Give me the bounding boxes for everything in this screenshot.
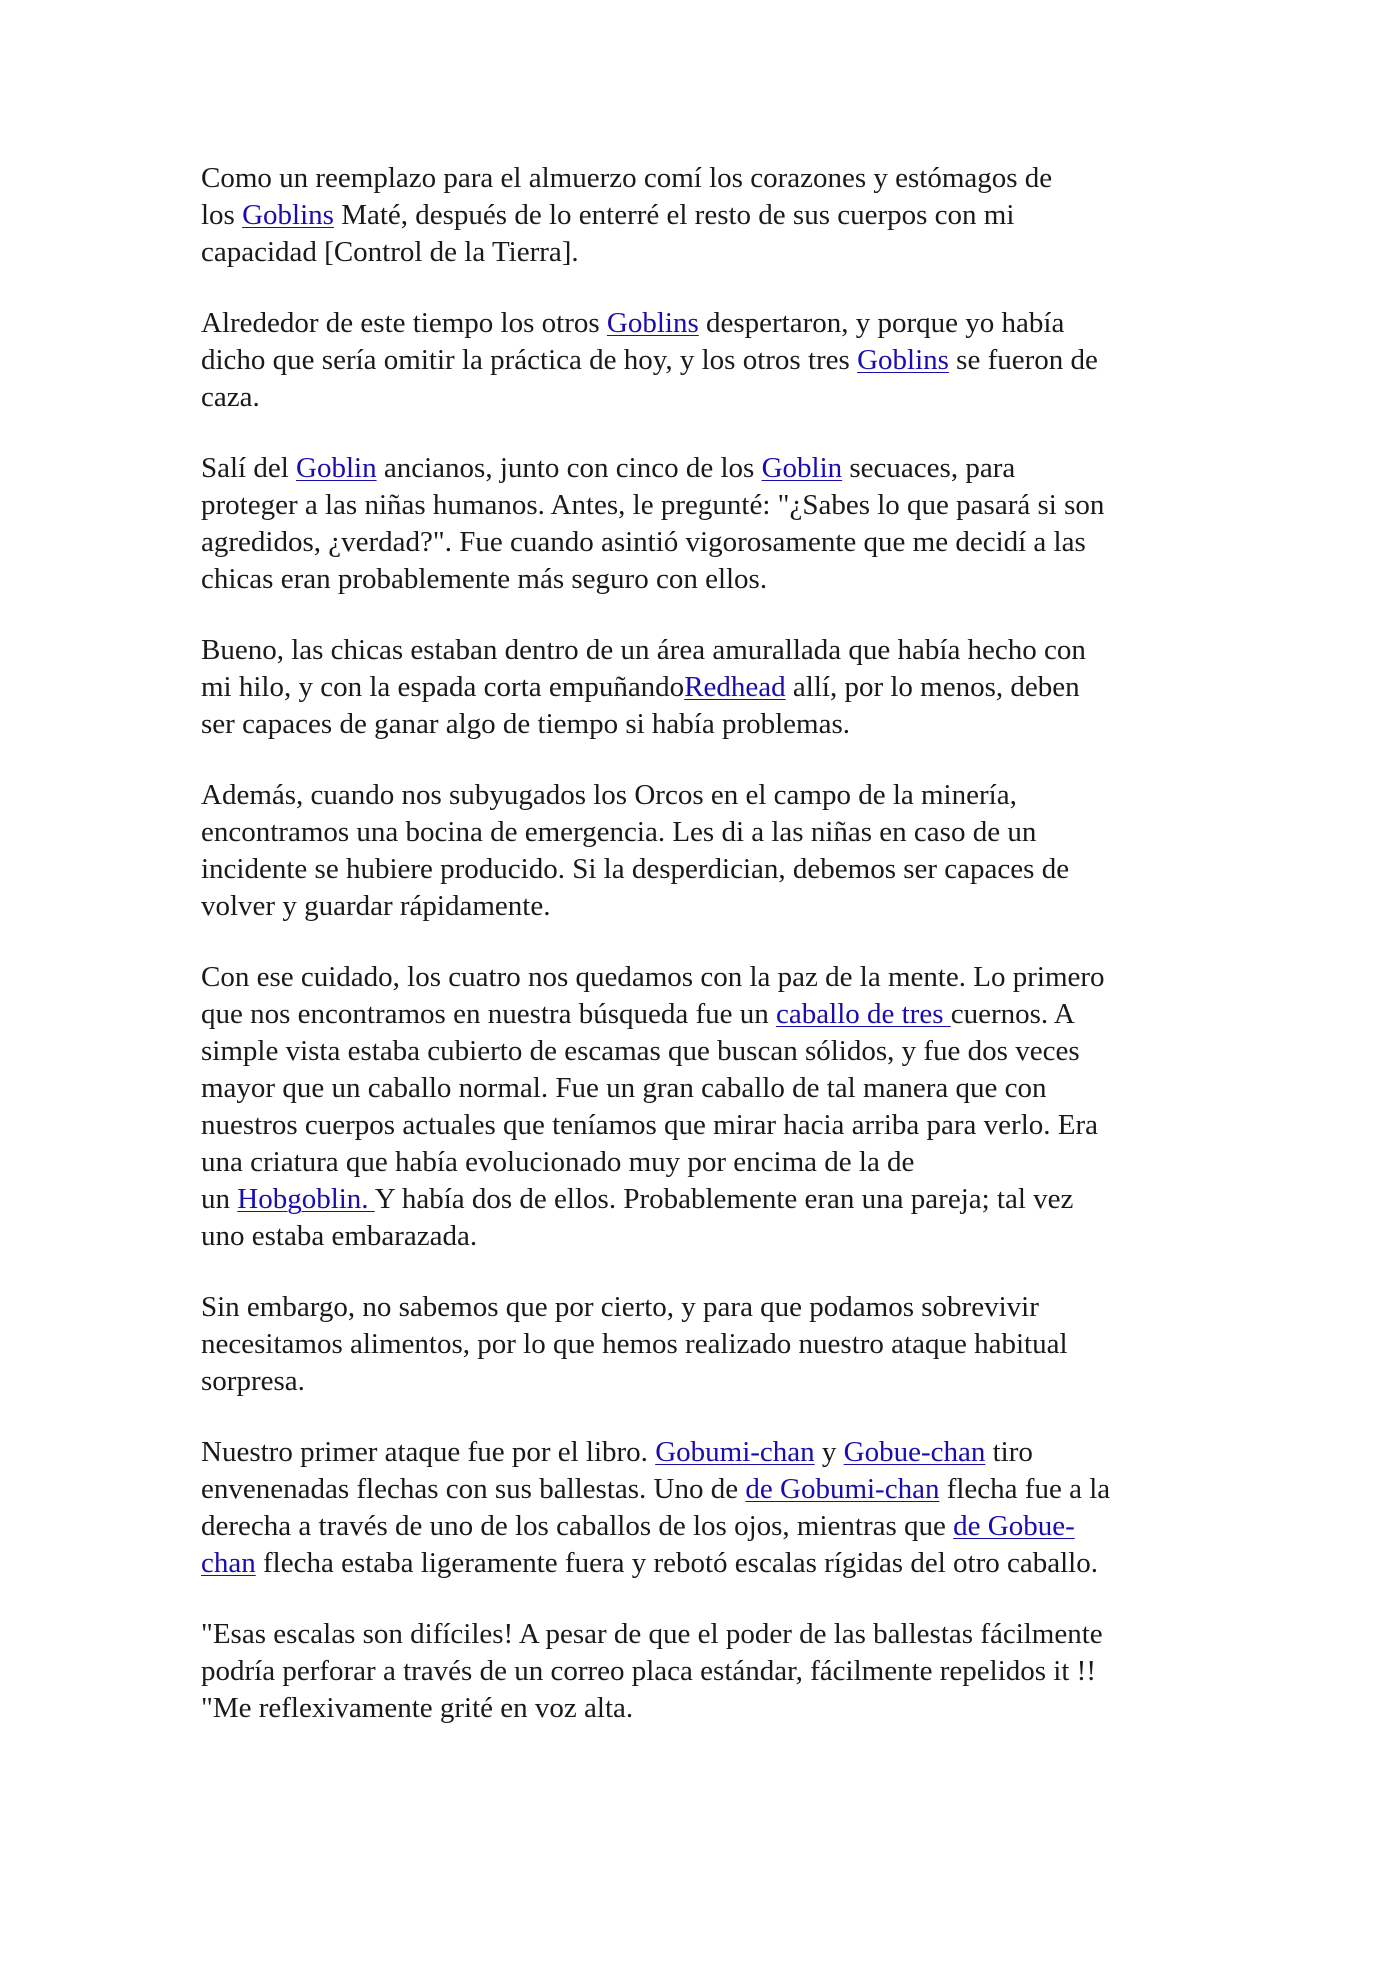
- inline-link[interactable]: chan: [201, 1547, 256, 1579]
- text-run: los: [201, 199, 243, 231]
- inline-link[interactable]: Goblin: [296, 452, 377, 484]
- text-run: Maté, después de lo enterré el resto de sus cuerpos con mi: [333, 199, 1015, 231]
- text-run: chicas eran probablemente más seguro con ellos.: [201, 563, 768, 595]
- inline-link[interactable]: Gobue-chan: [843, 1436, 986, 1468]
- text-run: Con ese cuidado, los cuatro nos quedamos con la paz de la mente. Lo primero: [201, 961, 1105, 993]
- text-run: flecha fue a la: [939, 1473, 1111, 1505]
- text-run: proteger a las niñas humanos. Antes, le pregunté: "¿Sabes lo que pasará si son: [201, 489, 1105, 521]
- text-run: flecha estaba ligeramente fuera y rebotó escalas rígidas del otro caballo.: [255, 1547, 1098, 1579]
- paragraph: [201, 1616, 1211, 1727]
- inline-link[interactable]: Goblins: [606, 307, 699, 339]
- inline-link[interactable]: Redhead: [684, 671, 786, 703]
- text-run: secuaces, para: [842, 452, 1016, 484]
- document-page: [201, 160, 1211, 1761]
- text-run: mayor que un caballo normal. Fue un gran caballo de tal manera que con: [201, 1072, 1047, 1104]
- paragraph: [201, 160, 1211, 271]
- text-run: caza.: [201, 381, 260, 413]
- text-run: Bueno, las chicas estaban dentro de un área amurallada que había hecho con: [201, 634, 1086, 666]
- text-run: se fueron de: [948, 344, 1098, 376]
- text-run: volver y guardar rápidamente.: [201, 890, 551, 922]
- text-run: derecha a través de uno de los caballos de los ojos, mientras que: [201, 1510, 954, 1542]
- text-run: despertaron, y porque yo había: [698, 307, 1065, 339]
- inline-link[interactable]: de Gobumi-chan: [745, 1473, 940, 1505]
- text-run: que nos encontramos en nuestra búsqueda fue un: [201, 998, 777, 1030]
- inline-link[interactable]: Goblins: [857, 344, 949, 376]
- inline-link[interactable]: Goblins: [242, 199, 334, 231]
- inline-link[interactable]: Gobumi-chan: [655, 1436, 815, 1468]
- text-run: incidente se hubiere producido. Si la desperdician, debemos ser capaces de: [201, 853, 1070, 885]
- inline-link[interactable]: Goblin: [761, 452, 843, 484]
- text-run: Nuestro primer ataque fue por el libro.: [201, 1436, 656, 1468]
- paragraph: [201, 305, 1211, 416]
- text-run: allí, por lo menos, deben: [785, 671, 1080, 703]
- inline-link[interactable]: caballo de tres: [776, 998, 951, 1030]
- paragraph: [201, 632, 1211, 743]
- text-run: capacidad [Control de la Tierra].: [201, 236, 579, 268]
- text-run: agredidos, ¿verdad?". Fue cuando asintió vigorosamente que me decidí a las: [201, 526, 1086, 558]
- inline-link[interactable]: Hobgoblin.: [237, 1183, 375, 1215]
- text-run: uno estaba embarazada.: [201, 1220, 478, 1252]
- text-run: Alrededor de este tiempo los otros: [201, 307, 607, 339]
- paragraph: [201, 1434, 1211, 1582]
- text-run: ancianos, junto con cinco de los: [376, 452, 762, 484]
- inline-link[interactable]: de Gobue-: [953, 1510, 1075, 1542]
- text-run: Sin embargo, no sabemos que por cierto, y para que podamos sobrevivir: [201, 1291, 1039, 1323]
- paragraph: [201, 777, 1211, 925]
- paragraph: [201, 1289, 1211, 1400]
- text-run: necesitamos alimentos, por lo que hemos realizado nuestro ataque habitual: [201, 1328, 1068, 1360]
- text-run: tiro: [985, 1436, 1033, 1468]
- text-run: una criatura que había evolucionado muy por encima de la de: [201, 1146, 915, 1178]
- text-run: podría perforar a través de un correo placa estándar, fácilmente repelidos it !!: [201, 1655, 1096, 1687]
- text-run: "Esas escalas son difíciles! A pesar de que el poder de las ballestas fácilmente: [201, 1618, 1103, 1650]
- text-run: nuestros cuerpos actuales que teníamos que mirar hacia arriba para verlo. Era: [201, 1109, 1098, 1141]
- text-run: envenenadas flechas con sus ballestas. Uno de: [201, 1473, 746, 1505]
- text-run: mi hilo, y con la espada corta empuñando: [201, 671, 685, 703]
- text-run: "Me reflexivamente grité en voz alta.: [201, 1692, 634, 1724]
- text-run: sorpresa.: [201, 1365, 305, 1397]
- text-run: Y había dos de ellos. Probablemente eran una pareja; tal vez: [374, 1183, 1074, 1215]
- paragraph: [201, 450, 1211, 598]
- text-run: un: [201, 1183, 238, 1215]
- text-run: cuernos. A: [950, 998, 1075, 1030]
- text-run: encontramos una bocina de emergencia. Les di a las niñas en caso de un: [201, 816, 1037, 848]
- text-run: ser capaces de ganar algo de tiempo si había problemas.: [201, 708, 851, 740]
- text-run: Como un reemplazo para el almuerzo comí los corazones y estómagos de: [201, 162, 1053, 194]
- text-run: Además, cuando nos subyugados los Orcos en el campo de la minería,: [201, 779, 1017, 811]
- paragraph: [201, 959, 1211, 1255]
- text-run: simple vista estaba cubierto de escamas que buscan sólidos, y fue dos veces: [201, 1035, 1080, 1067]
- text-run: dicho que sería omitir la práctica de hoy, y los otros tres: [201, 344, 858, 376]
- text-run: y: [814, 1436, 844, 1468]
- text-run: Salí del: [201, 452, 297, 484]
